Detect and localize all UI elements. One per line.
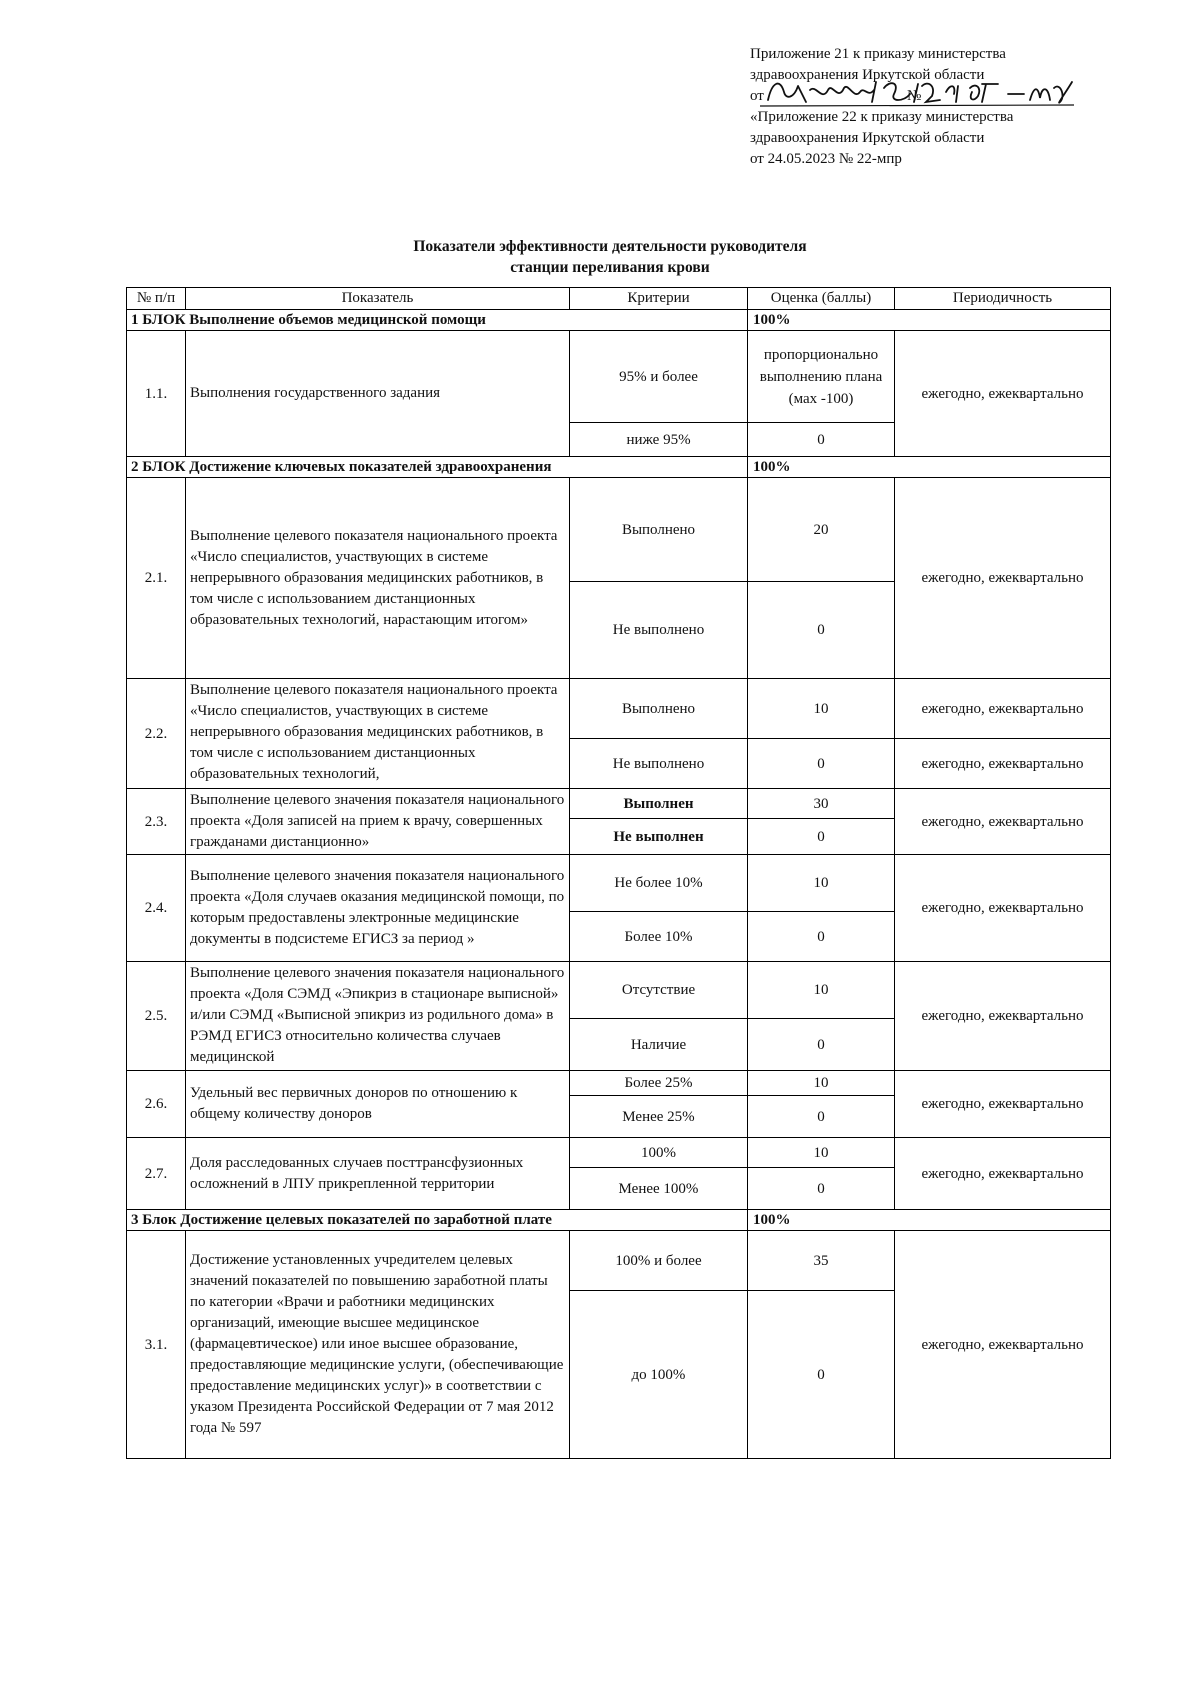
block-percent: 100% [748, 457, 1111, 478]
title-line-2: станции переливания крови [510, 259, 710, 276]
score-cell: 0 [748, 1291, 895, 1459]
table-row [127, 679, 1111, 739]
score-cell: 0 [748, 1096, 895, 1138]
attachment-header [750, 44, 1170, 170]
block-title: 3 Блок Достижение целевых показателей по заработной плате [127, 1210, 748, 1231]
score-cell: 30 [748, 789, 895, 819]
periodicity-cell: ежегодно, ежеквартально [895, 331, 1111, 457]
periodicity-cell: ежегодно, ежеквартально [895, 679, 1111, 739]
criterion-cell: Менее 100% [570, 1168, 748, 1210]
criterion-cell: Не выполнено [570, 582, 748, 679]
criterion-cell: Наличие [570, 1019, 748, 1071]
score-cell: 0 [748, 739, 895, 789]
header-number-sign: № [907, 88, 922, 104]
score-cell: 20 [748, 478, 895, 582]
score-cell: пропорционально выполнению плана (мах -100) [748, 331, 895, 423]
criterion-cell: Выполнен [570, 789, 748, 819]
column-header-periodicity: Периодичность [895, 288, 1111, 310]
indicator-cell: Выполнения государственного задания [186, 331, 570, 457]
table-row [127, 1138, 1111, 1168]
score-cell: 0 [748, 582, 895, 679]
header-line-1: Приложение 21 к приказу министерства [750, 46, 1006, 62]
score-cell: 0 [748, 423, 895, 457]
row-number: 2.1. [127, 478, 186, 679]
criterion-cell: Не выполнено [570, 739, 748, 789]
row-number: 2.3. [127, 789, 186, 855]
indicator-cell: Достижение установленных учредителем целевых значений показателей по повышению заработной платы по категории «Врачи и работники медицинских организаций, имеющие высшее медицинское (фармацевтическое) или иное высшее образование, предоставляющие медицинские услуги, (обеспечивающие предоставление медицинских услуг)» в соответствии с указом Президента Российской Федерации от 7 мая 2012 года № 597 [186, 1231, 570, 1459]
score-cell: 10 [748, 855, 895, 912]
criterion-cell: Отсутствие [570, 962, 748, 1019]
criterion-cell: Не выполнен [570, 819, 748, 855]
block-header-row [127, 457, 1111, 478]
indicator-text: Выполнение целевого показателя национального проекта «Число специалистов, участвующих в системе непрерывного образования медицинских работников, в том числе с использованием дистанционных образовательных технологий, [190, 682, 558, 782]
header-date-prefix: от [750, 88, 764, 104]
periodicity-cell: ежегодно, ежеквартально [895, 1071, 1111, 1138]
score-cell: 10 [748, 962, 895, 1019]
column-header-indicator: Показатель [186, 288, 570, 310]
score-cell: 0 [748, 912, 895, 962]
criterion-cell: до 100% [570, 1291, 748, 1459]
criterion-cell: Выполнено [570, 679, 748, 739]
block-percent: 100% [748, 1210, 1111, 1231]
indicator-cell [186, 962, 570, 1071]
block-header-row [127, 1210, 1111, 1231]
column-header-number: № п/п [127, 288, 186, 310]
periodicity-cell: ежегодно, ежеквартально [895, 855, 1111, 962]
criterion-cell: Не более 10% [570, 855, 748, 912]
criterion-cell: Более 25% [570, 1071, 748, 1096]
handwritten-date-number [750, 72, 1080, 112]
table-row [127, 855, 1111, 912]
row-number: 2.5. [127, 962, 186, 1071]
score-cell: 10 [748, 679, 895, 739]
score-cell: 35 [748, 1231, 895, 1291]
indicators-table [126, 287, 1111, 1459]
row-number: 2.4. [127, 855, 186, 962]
indicator-cell [186, 679, 570, 789]
table-row [127, 789, 1111, 819]
block-title: 1 БЛОК Выполнение объемов медицинской помощи [127, 310, 748, 331]
header-line-4: «Приложение 22 к приказу министерства [750, 109, 1014, 125]
block-percent: 100% [748, 310, 1111, 331]
periodicity-cell: ежегодно, ежеквартально [895, 739, 1111, 789]
indicator-cell: Доля расследованных случаев посттрансфузионных осложнений в ЛПУ прикрепленной территории [186, 1138, 570, 1210]
header-line-6: от 24.05.2023 № 22-мпр [750, 151, 902, 167]
score-cell: 10 [748, 1071, 895, 1096]
criterion-cell: 100% [570, 1138, 748, 1168]
indicator-cell: Выполнение целевого показателя национального проекта «Число специалистов, участвующих в системе непрерывного образования медицинских работников, в том числе с использованием дистанционных образовательных технологий, нарастающим итогом» [186, 478, 570, 679]
table-row [127, 962, 1111, 1019]
indicator-cell: Выполнение целевого значения показателя национального проекта «Доля записей на прием к врачу, совершенных гражданами дистанционно» [186, 789, 570, 855]
row-number: 2.7. [127, 1138, 186, 1210]
periodicity-cell: ежегодно, ежеквартально [895, 789, 1111, 855]
periodicity-cell: ежегодно, ежеквартально [895, 1231, 1111, 1459]
score-cell: 0 [748, 1168, 895, 1210]
periodicity-cell: ежегодно, ежеквартально [895, 478, 1111, 679]
header-line-3 [750, 86, 1170, 107]
periodicity-cell: ежегодно, ежеквартально [895, 1138, 1111, 1210]
criterion-cell: 95% и более [570, 331, 748, 423]
row-number: 2.6. [127, 1071, 186, 1138]
indicator-cell: Удельный вес первичных доноров по отношению к общему количеству доноров [186, 1071, 570, 1138]
table-header-row [127, 288, 1111, 310]
indicator-cell: Выполнение целевого значения показателя национального проекта «Доля случаев оказания медицинской помощи, по которым предоставлены электронные медицинские документы в подсистеме ЕГИСЗ за период » [186, 855, 570, 962]
indicator-text: Выполнение целевого значения показателя национального проекта «Доля СЭМД «Эпикриз в стационаре выписной» и/или СЭМД «Выписной эпикриз из родильного дома» в РЭМД ЕГИСЗ относительно количества случаев медицинской [190, 965, 565, 1065]
column-header-criteria: Критерии [570, 288, 748, 310]
row-number: 1.1. [127, 331, 186, 457]
row-number: 3.1. [127, 1231, 186, 1459]
header-line-5: здравоохранения Иркутской области [750, 130, 985, 146]
score-cell: 0 [748, 819, 895, 855]
table-row [127, 1231, 1111, 1291]
criterion-cell: ниже 95% [570, 423, 748, 457]
table-row [127, 331, 1111, 423]
score-cell: 0 [748, 1019, 895, 1071]
table-row [127, 1071, 1111, 1096]
criterion-cell: Выполнено [570, 478, 748, 582]
criterion-cell: Более 10% [570, 912, 748, 962]
periodicity-cell: ежегодно, ежеквартально [895, 962, 1111, 1071]
score-cell: 10 [748, 1138, 895, 1168]
block-title: 2 БЛОК Достижение ключевых показателей здравоохранения [127, 457, 748, 478]
title-line-1: Показатели эффективности деятельности руководителя [413, 238, 807, 255]
criterion-cell: Менее 25% [570, 1096, 748, 1138]
column-header-score: Оценка (баллы) [748, 288, 895, 310]
block-header-row [127, 310, 1111, 331]
header-line-2: здравоохранения Иркутской области [750, 67, 985, 83]
row-number: 2.2. [127, 679, 186, 789]
document-title [300, 236, 920, 278]
criterion-cell: 100% и более [570, 1231, 748, 1291]
table-row [127, 478, 1111, 582]
